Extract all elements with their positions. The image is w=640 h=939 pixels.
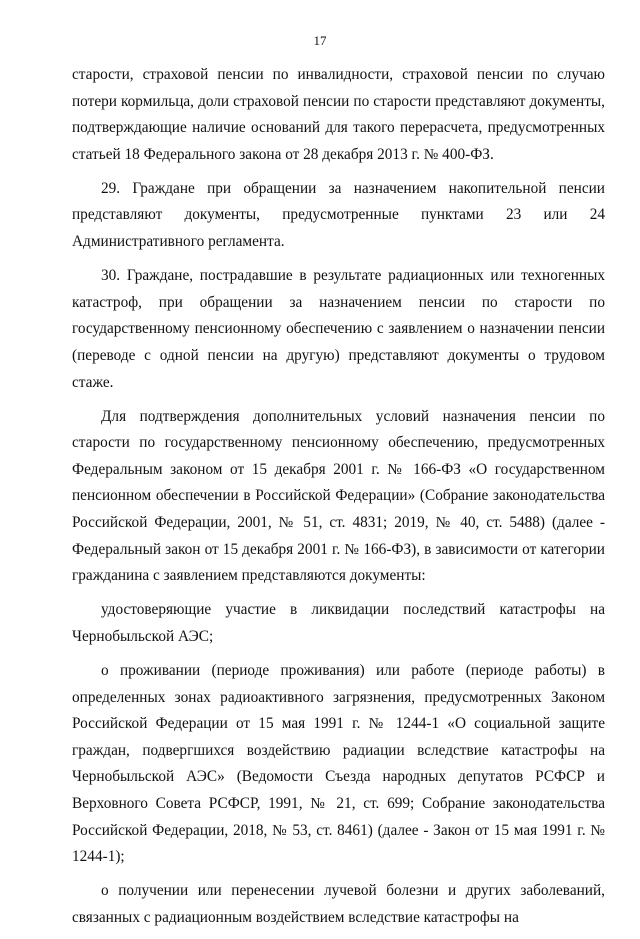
page-number: 17: [313, 33, 327, 48]
paragraph-item-30: 30. Граждане, пострадавшие в результате радиационных или техногенных катастроф, при обращении за назначением пенсии по старости по государственному пенсионному обеспечению с заявлением о назначении пенсии (переводе с одной пенсии на другую) представляют документы о трудовом стаже.: [72, 267, 605, 391]
paragraph-item-29: 29. Граждане при обращении за назначением накопительной пенсии представляют документы, предусмотренные пунктами 23 или 24 Административного регламента.: [72, 179, 605, 251]
list-item-liquidation-participation: удостоверяющие участие в ликвидации последствий катастрофы на Чернобыльской АЭС;: [72, 601, 605, 645]
paragraph-additional-conditions: Для подтверждения дополнительных условий назначения пенсии по старости по государственному пенсионному обеспечению, предусмотренных Федеральным законом от 15 декабря 2001 г. № 166-ФЗ «О государственном пенсионном обеспечении в Российской Федерации» (Собрание законодательства Российской Федерации, 2001, № 51, ст. 4831; 2019, № 40, ст. 5488) (далее - Федеральный закон от 15 декабря 2001 г. № 166-ФЗ), в зависимости от категории гражданина с заявлением представляются документы:: [72, 407, 605, 585]
paragraph-continuation: старости, страховой пенсии по инвалидности, страховой пенсии по случаю потери кормильца, доли страховой пенсии по старости представляют документы, подтверждающие наличие оснований для такого перерасчета, предусмотренных статьей 18 Федерального закона от 28 декабря 2013 г. № 400-ФЗ.: [72, 66, 605, 163]
list-item-residence-work-zones: о проживании (периоде проживания) или работе (периоде работы) в определенных зонах радиоактивного загрязнения, предусмотренных Законом Российской Федерации от 15 мая 1991 г. № 1244-1 «О социальной защите граждан, подвергшихся воздействию радиации вследствие катастрофы на Чернобыльской АЭС» (Ведомости Съезда народных депутатов РСФСР и Верховного Совета РСФСР, 1991, № 21, ст. 699; Собрание законодательства Российской Федерации, 2018, № 53, ст. 8461) (далее - Закон от 15 мая 1991 г. № 1244-1);: [72, 661, 605, 866]
list-item-radiation-sickness: о получении или перенесении лучевой болезни и других заболеваний, связанных с радиационным воздействием вследствие катастрофы на: [72, 882, 605, 926]
document-body: [72, 62, 605, 939]
